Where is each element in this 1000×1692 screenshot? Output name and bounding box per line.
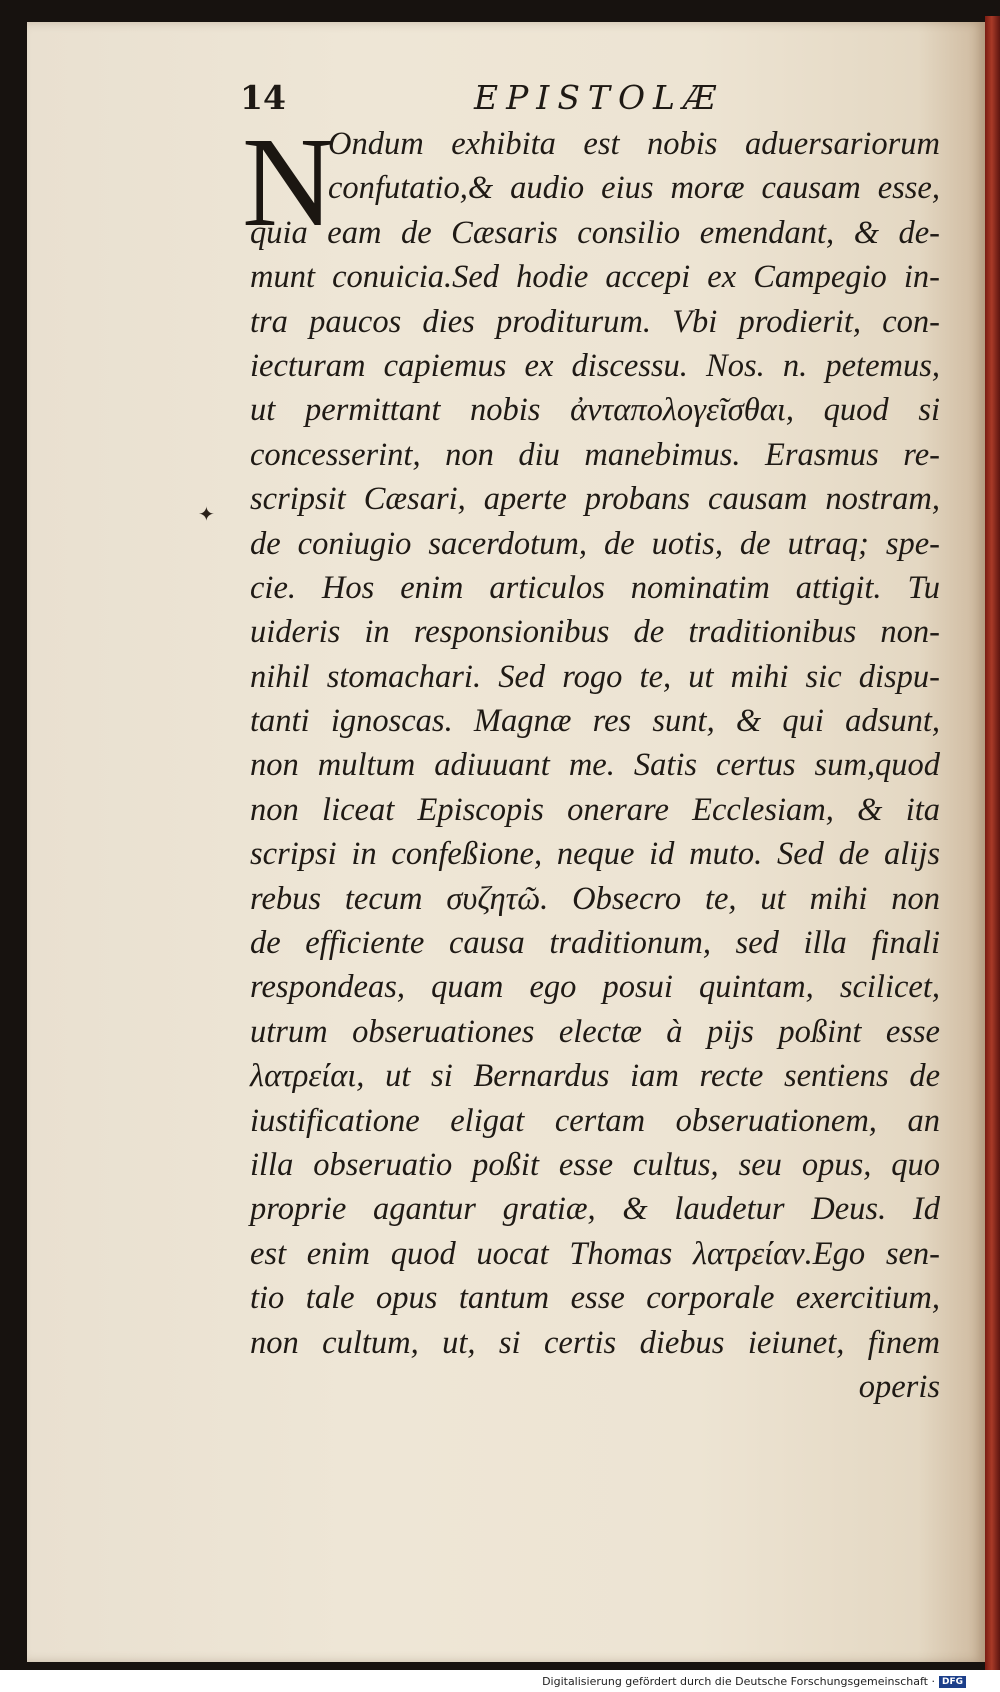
text-line: confutatio,& audio eius moræ causam esse,: [328, 170, 940, 207]
text-line: utrum obseruationes electæ à pijs poßint esse: [250, 1013, 940, 1050]
running-head: EPISTOLÆ: [474, 78, 724, 117]
text-line: tanti ignoscas. Magnæ res sunt, & qui adsunt,: [250, 703, 940, 740]
text-line: tra paucos dies proditurum. Vbi prodierit, con-: [250, 303, 940, 340]
text-line: illa obseruatio poßit esse cultus, seu opus, quo: [250, 1146, 940, 1183]
text-line: munt conuicia.Sed hodie accepi ex Campegio in-: [250, 259, 940, 296]
text-line: rebus tecum συζητῶ. Obsecro te, ut mihi non: [250, 880, 940, 917]
text-line: iustificatione eligat certam obseruationem, an: [250, 1102, 940, 1139]
footer-credit-text: Digitalisierung gefördert durch die Deutsche Forschungsgemeinschaft ·: [542, 1675, 935, 1688]
text-line: iecturam capiemus ex discessu. Nos. n. petemus,: [250, 347, 940, 384]
text-line: nihil stomachari. Sed rogo te, ut mihi sic dispu-: [250, 658, 940, 695]
text-line: uideris in responsionibus de traditionibus non-: [250, 614, 940, 651]
text-line: λατρείαι, ut si Bernardus iam recte sentiens de: [250, 1058, 940, 1095]
dfg-logo-icon: DFG: [939, 1676, 966, 1688]
text-line: proprie agantur gratiæ, & laudetur Deus. Id: [250, 1191, 940, 1228]
text-line: non liceat Episcopis onerare Ecclesiam, & ita: [250, 791, 940, 828]
text-line: est enim quod uocat Thomas λατρείαν.Ego sen-: [250, 1235, 940, 1272]
text-line: Ondum exhibita est nobis aduersariorum: [328, 126, 940, 162]
catchword: operis: [858, 1368, 940, 1405]
text-line: cie. Hos enim articulos nominatim attigit. Tu: [250, 569, 940, 606]
text-line: de efficiente causa traditionum, sed illa finali: [250, 925, 940, 962]
text-line: tio tale opus tantum esse corporale exercitium,: [250, 1280, 940, 1317]
text-line: respondeas, quam ego posui quintam, scilicet,: [250, 969, 940, 1006]
text-line: concesserint, non diu manebimus. Erasmus re-: [250, 436, 940, 473]
footer-credit: [542, 1675, 966, 1688]
page-edge: [985, 16, 1000, 1670]
drop-cap-initial: N: [242, 111, 335, 253]
text-line: non multum adiuuant me. Satis certus sum,quod: [250, 747, 940, 784]
text-line: scripsit Cæsari, aperte probans causam nostram,: [250, 481, 940, 518]
text-line: ut permittant nobis ἀνταπολογεῖσθαι, quod si: [250, 392, 940, 429]
text-line: de coniugio sacerdotum, de uotis, de utraq; spe-: [250, 525, 940, 562]
page-number: 14: [240, 78, 286, 117]
text-line: scripsi in confeßione, neque id muto. Sed de alijs: [250, 836, 940, 873]
body-text: [250, 122, 940, 1409]
text-line: non cultum, ut, si certis diebus ieiunet, finem: [250, 1324, 940, 1361]
margin-mark: ✦: [198, 502, 215, 526]
text-line: quia eam de Cæsaris consilio emendant, & de-: [250, 214, 940, 251]
